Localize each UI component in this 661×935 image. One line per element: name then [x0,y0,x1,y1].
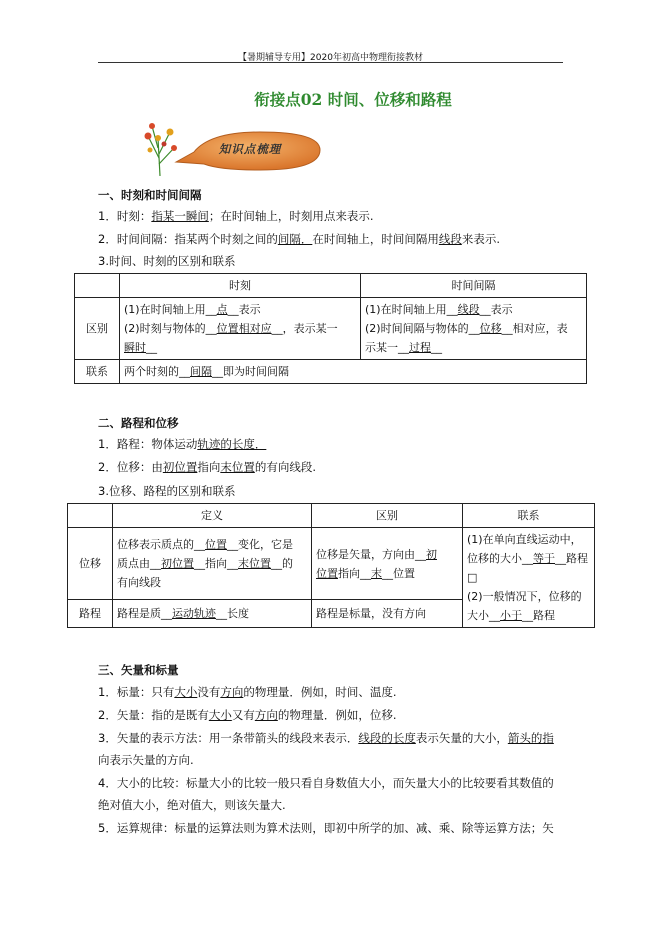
s3-line-3b: 向表示矢量的方向. [98,753,194,767]
disp-table-row-path: 路程 [68,600,113,628]
time-table-header-moment: 时刻 [120,274,361,298]
disp-table-header-relation: 联系 [463,504,595,528]
time-table-row-diff: 区别 [75,298,120,360]
time-table-row-link: 联系 [75,360,120,384]
disp-table-cell-diff-displacement: 位移是矢量，方向由__初 位置指向__末__位置 [312,528,463,600]
s3-line-4b: 绝对值大小，绝对值大，则该矢量大. [98,798,286,812]
section-1-heading: 一、时刻和时间间隔 [98,188,202,202]
disp-table-cell-relation: (1)在单向直线运动中， 位移的大小__等于__路程 □ (2)一般情况下，位移的 大小__小于__路程 [463,528,595,628]
header-rule [98,62,563,63]
knowledge-badge-label: 知识点梳理 [218,142,282,156]
s3-line-5: 5．运算规律：标量的运算法则为算术法则，即初中所学的加、减、乘、除等运算方法；矢 [98,821,554,835]
disp-table-row-displacement: 位移 [68,528,113,600]
page-title: 衔接点02 时间、位移和路程 [254,90,452,109]
s2-line-3: 3.位移、路程的区别和联系 [98,484,236,498]
time-table-cell-moment: (1)在时间轴上用__点__表示 (2)时刻与物体的__位置相对应__，表示某一 瞬时__ [120,298,361,360]
section-3-heading: 三、矢量和标量 [98,663,179,677]
time-table-cell-interval: (1)在时间轴上用__线段__表示 (2)时间间隔与物体的__位移__相对应，表 示某一__过程__ [361,298,587,360]
s2-line-1: 1．路程：物体运动轨迹的长度． [98,437,267,451]
time-table-header-interval: 时间间隔 [361,274,587,298]
time-table [74,273,587,384]
s1-line-2: 2．时间间隔：指某两个时刻之间的间隔．在时间轴上，时间间隔用线段来表示. [98,232,500,246]
s2-line-2: 2．位移：由初位置指向末位置的有向线段. [98,460,316,474]
page-header: 【暑期辅导专用】2020年初高中物理衔接教材 [238,53,423,63]
displacement-table [67,503,595,628]
section-2-heading: 二、路程和位移 [98,416,179,430]
disp-table-header-definition: 定义 [113,504,312,528]
disp-table-cell-diff-path: 路程是标量，没有方向 [312,600,463,628]
disp-table-header-difference: 区别 [312,504,463,528]
time-table-cell-link: 两个时刻的__间隔__即为时间间隔 [120,360,587,384]
disp-table-cell-def-displacement: 位移表示质点的__位置__变化，它是 质点由__初位置__指向__末位置__的 有向线段 [113,528,312,600]
disp-table-cell-def-path: 路程是质__运动轨迹__长度 [113,600,312,628]
s3-line-4: 4．大小的比较：标量大小的比较一般只看自身数值大小，而矢量大小的比较要看其数值的 [98,776,554,790]
s3-line-1: 1．标量：只有大小没有方向的物理量．例如，时间、温度. [98,685,397,699]
s3-line-2: 2．矢量：指的是既有大小又有方向的物理量．例如，位移. [98,708,397,722]
s3-line-3: 3．矢量的表示方法：用一条带箭头的线段来表示．线段的长度表示矢量的大小，箭头的指 [98,731,554,745]
s1-line-1: 1．时刻：指某一瞬间；在时间轴上，时刻用点来表示. [98,209,374,223]
s1-line-3: 3.时间、时刻的区别和联系 [98,254,236,268]
